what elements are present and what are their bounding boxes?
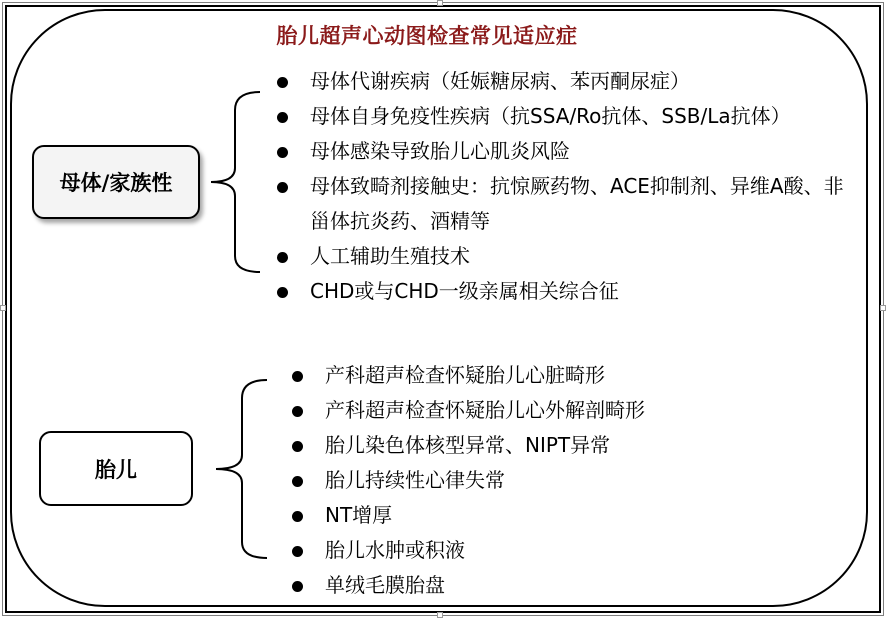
- bullet-icon: [277, 77, 288, 88]
- bullet-icon: [277, 252, 288, 263]
- list-item: NT增厚: [290, 498, 645, 533]
- diagram-title: 胎儿超声心动图检查常见适应症: [276, 24, 578, 48]
- list-item: CHD或与CHD一级亲属相关综合征: [275, 274, 850, 309]
- list-item: 单绒毛膜胎盘: [290, 568, 645, 603]
- list-item: 产科超声检查怀疑胎儿心外解剖畸形: [290, 393, 645, 428]
- resize-handle-bottom[interactable]: [437, 612, 443, 618]
- fetal-indication-list: [290, 358, 645, 603]
- list-item: 母体代谢疾病（妊娠糖尿病、苯丙酮尿症）: [275, 64, 850, 99]
- bullet-icon: [277, 147, 288, 158]
- resize-handle-right[interactable]: [880, 305, 886, 311]
- bullet-icon: [277, 182, 288, 193]
- resize-handle-left[interactable]: [0, 305, 6, 311]
- bullet-icon: [292, 581, 303, 592]
- bullet-icon: [292, 406, 303, 417]
- bullet-icon: [292, 371, 303, 382]
- list-item: 人工辅助生殖技术: [275, 239, 850, 274]
- bullet-icon: [292, 441, 303, 452]
- fetal-box: [39, 431, 193, 506]
- list-item: 母体感染导致胎儿心肌炎风险: [275, 134, 850, 169]
- maternal-family-box: [32, 145, 200, 219]
- list-item: 胎儿持续性心律失常: [290, 463, 645, 498]
- fetal-label: 胎儿: [95, 457, 137, 482]
- list-item: 胎儿染色体核型异常、NIPT异常: [290, 428, 645, 463]
- bullet-icon: [292, 546, 303, 557]
- maternal-brace: [205, 90, 265, 275]
- maternal-indication-list: [275, 64, 850, 309]
- bullet-icon: [277, 287, 288, 298]
- fetal-brace: [212, 378, 272, 562]
- list-item: 母体自身免疫性疾病（抗SSA/Ro抗体、SSB/La抗体）: [275, 99, 850, 134]
- list-item: 胎儿水肿或积液: [290, 533, 645, 568]
- list-item: 产科超声检查怀疑胎儿心脏畸形: [290, 358, 645, 393]
- list-item: 母体致畸剂接触史：抗惊厥药物、ACE抑制剂、异维A酸、非甾体抗炎药、酒精等: [275, 169, 850, 239]
- bullet-icon: [292, 511, 303, 522]
- maternal-family-label: 母体/家族性: [59, 171, 173, 195]
- bullet-icon: [292, 476, 303, 487]
- bullet-icon: [277, 112, 288, 123]
- resize-handle-top[interactable]: [437, 0, 443, 6]
